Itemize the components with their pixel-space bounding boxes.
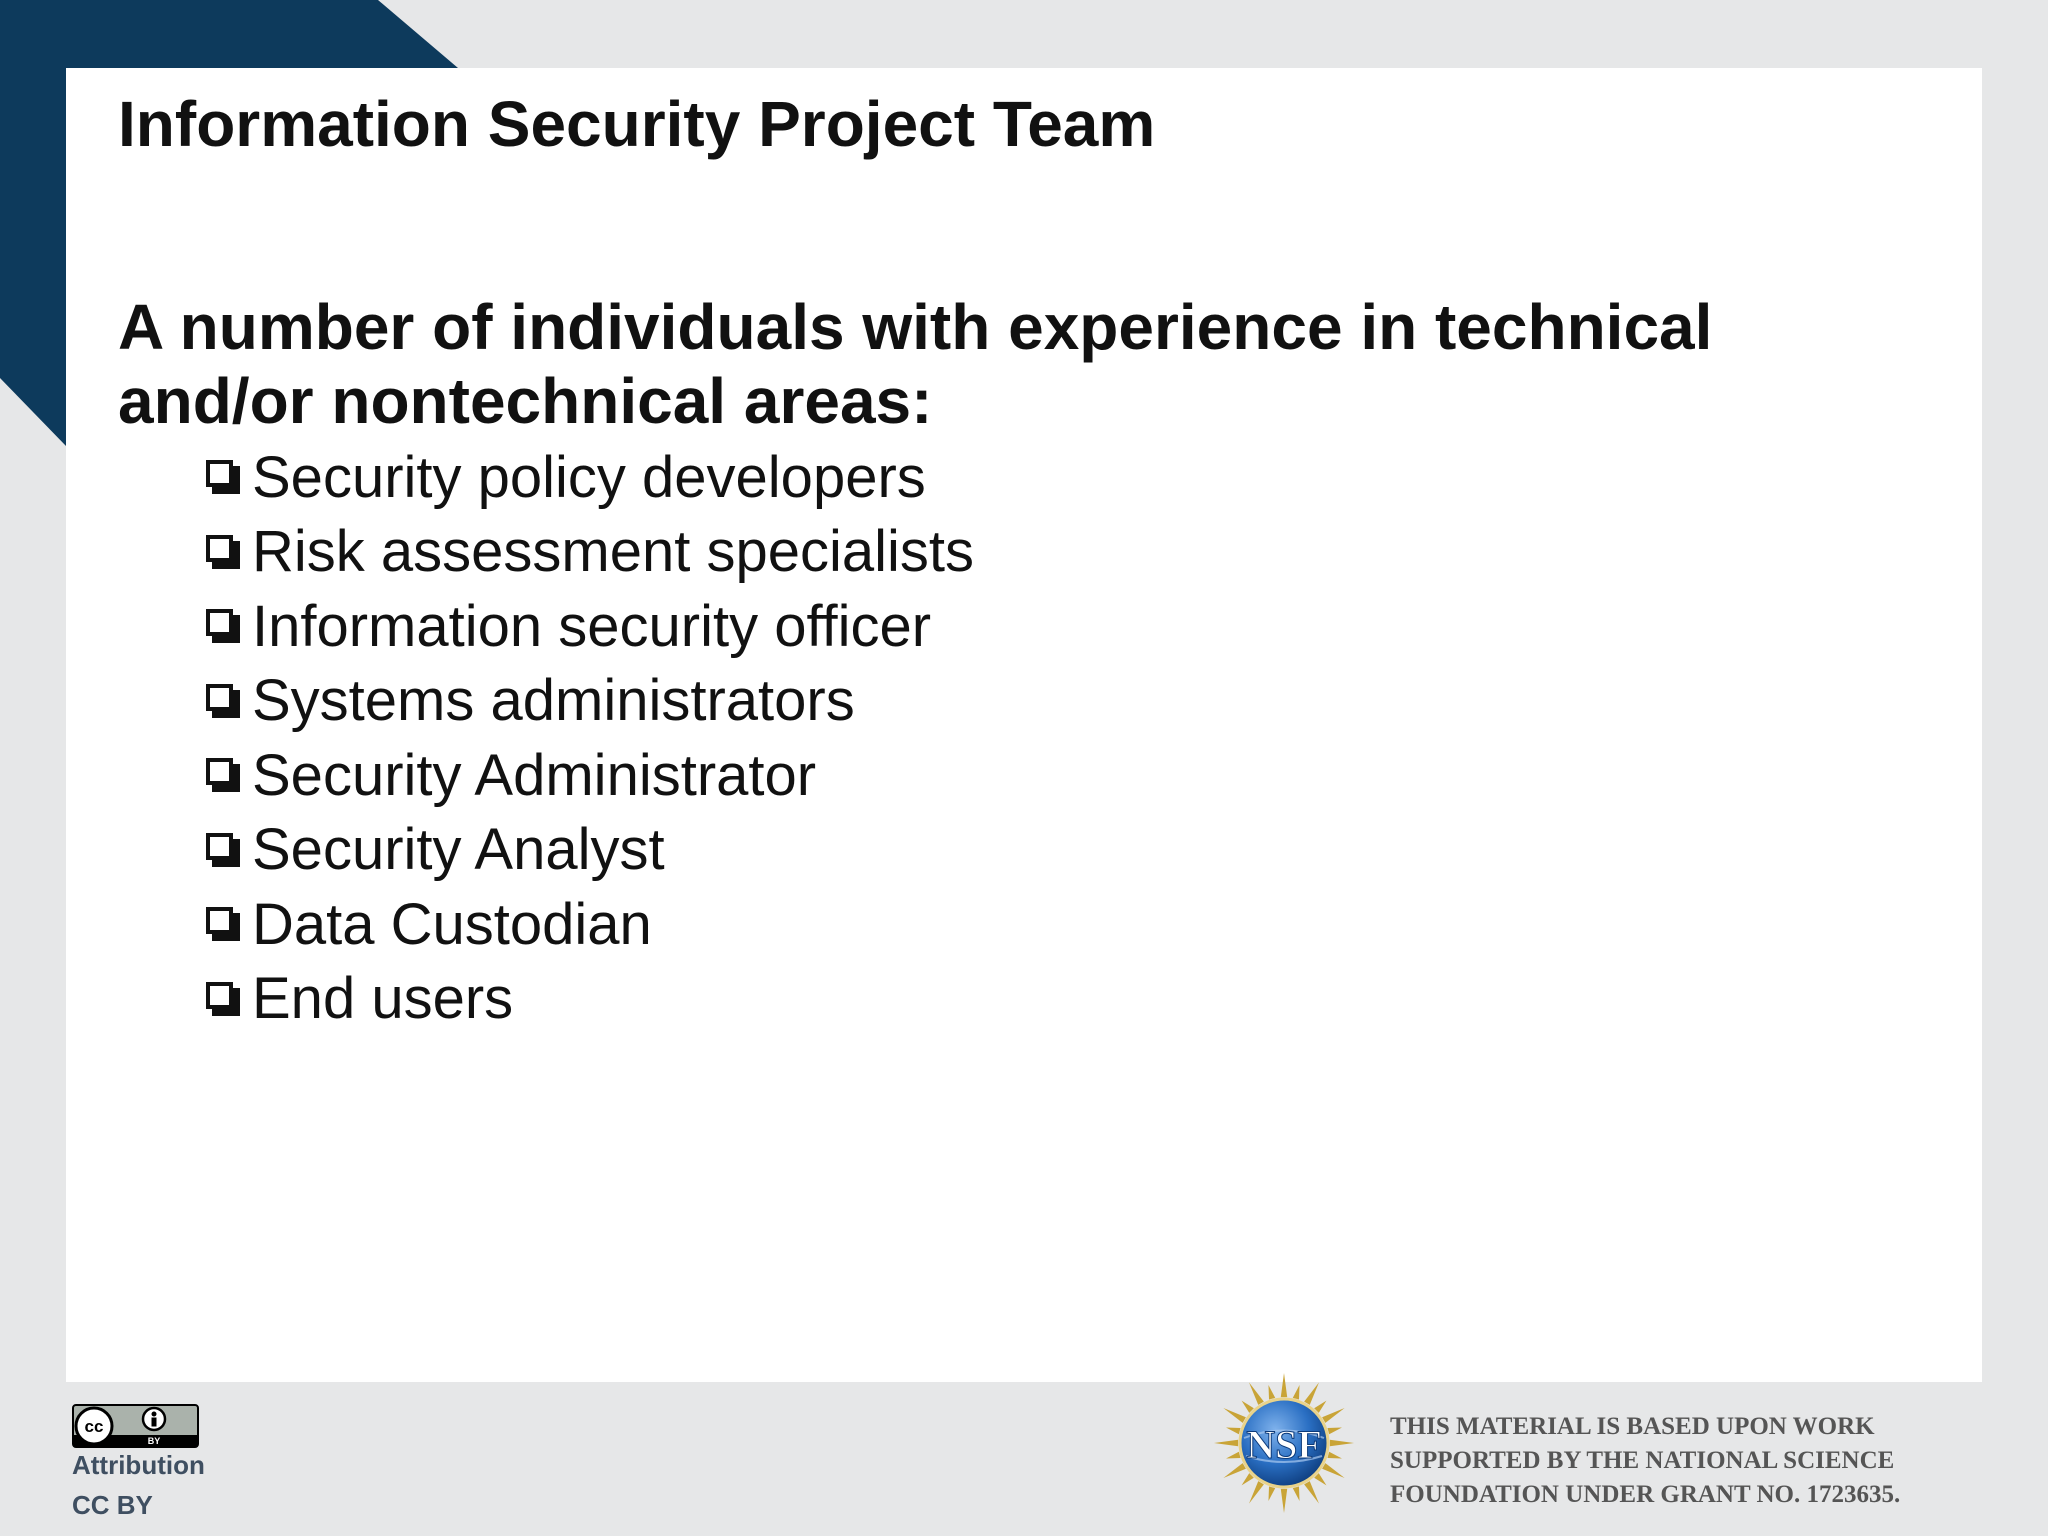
list-item xyxy=(206,962,974,1037)
nsf-grant-notice xyxy=(1390,1410,1900,1512)
nsf-logo-icon xyxy=(1214,1368,1354,1518)
intro-paragraph: A number of individuals with experience in technical and/or nontechnical areas: xyxy=(118,291,1713,438)
svg-text:BY: BY xyxy=(147,1436,161,1446)
nsf-notice-line: SUPPORTED BY THE NATIONAL SCIENCE xyxy=(1390,1447,1895,1474)
slide-title: Information Security Project Team xyxy=(118,88,1156,160)
list-item xyxy=(206,664,974,739)
svg-text:NSF: NSF xyxy=(1246,1422,1322,1467)
list-item-label: Risk assessment specialists xyxy=(252,519,974,585)
checkbox-icon xyxy=(206,907,240,941)
list-item-label: Security policy developers xyxy=(252,444,926,510)
checkbox-icon xyxy=(206,833,240,867)
list-item xyxy=(206,813,974,888)
list-item xyxy=(206,887,974,962)
cc-by-badge-icon xyxy=(72,1404,199,1448)
list-item-label: Security Administrator xyxy=(252,742,817,808)
list-item-label: Data Custodian xyxy=(252,891,652,957)
list-item xyxy=(206,589,974,664)
list-item xyxy=(206,738,974,813)
checkbox-icon xyxy=(206,609,240,643)
license-code: CC BY xyxy=(72,1490,153,1520)
list-item-label: Information security officer xyxy=(252,593,932,659)
nsf-notice-line: THIS MATERIAL IS BASED UPON WORK xyxy=(1390,1413,1875,1440)
team-roles-list xyxy=(206,440,974,1036)
checkbox-icon xyxy=(206,982,240,1016)
license-label: Attribution xyxy=(72,1450,205,1480)
checkbox-icon xyxy=(206,684,240,718)
checkbox-icon xyxy=(206,535,240,569)
list-item-label: End users xyxy=(252,966,514,1032)
nsf-notice-line: FOUNDATION UNDER GRANT NO. 1723635. xyxy=(1390,1481,1901,1508)
svg-text:cc: cc xyxy=(84,1417,104,1436)
list-item-label: Systems administrators xyxy=(252,668,855,734)
list-item-label: Security Analyst xyxy=(252,817,665,883)
list-item xyxy=(206,515,974,590)
checkbox-icon xyxy=(206,460,240,494)
list-item xyxy=(206,440,974,515)
checkbox-icon xyxy=(206,758,240,792)
